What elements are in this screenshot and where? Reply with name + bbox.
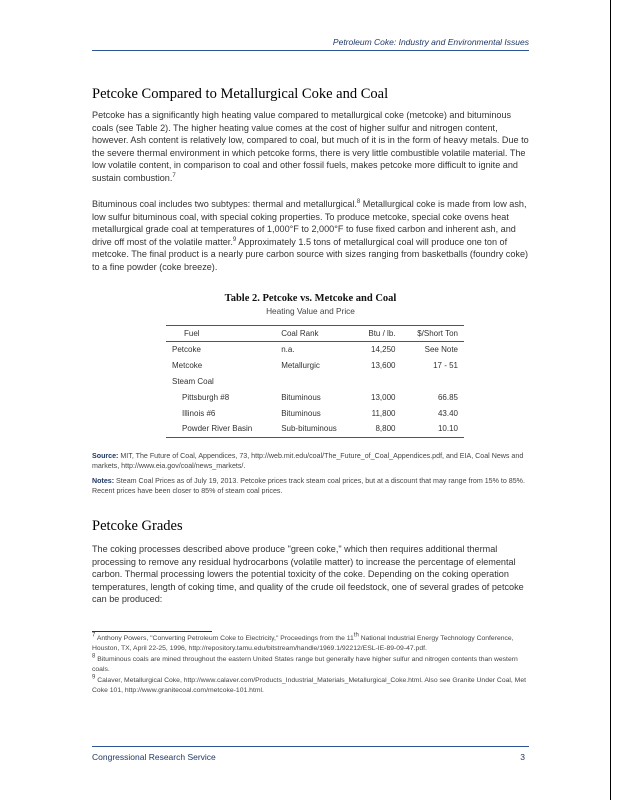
table-row	[166, 358, 464, 374]
cell-price: 43.40	[437, 408, 458, 418]
column-header-coal-rank: Coal Rank	[275, 326, 355, 342]
section-heading-petcoke-grades: Petcoke Grades	[92, 518, 183, 534]
table-bottom-rule	[166, 437, 464, 438]
page-number: 3	[520, 752, 525, 762]
paragraph-coking-processes: The coking processes described above produce "green coke," which then requires additional thermal processing to remove any residual hydrocarbons (volatile matter) to increase the percentage of elemental carbon. Thermal processing lowers the potential toxicity of the coke. Depending on the coking operation temperatures, length of coking time, and quality of the crude oil feedstock, one of several grades of petcoke can be produced:	[92, 544, 524, 605]
footer-publisher: Congressional Research Service	[92, 752, 216, 762]
cell-btu: 11,800	[371, 408, 396, 418]
footnote-7: $^7$ Anthony Powers, "Converting Petroleum Coke to Electricity," Proceedings from the 11th National Industrial Energy Technology Conference, Houston, TX, April 22-25, 1996, http://repository.tamu.edu/bitstream/handle/1969.1/92212/ESL-IE-89-09-47.pdf.	[92, 632, 514, 652]
table-row	[166, 342, 464, 358]
table-row	[166, 405, 464, 421]
table-subtitle: Heating Value and Price	[266, 306, 355, 316]
table-source: Source: MIT, The Future of Coal, Appendices, 73, http://web.mit.edu/coal/The_Future_of_Coal_Appendices.pdf, and EIA, Coal News and markets, http://www.eia.gov/coal/news_markets/.	[92, 452, 524, 471]
cell-rank: Sub-bituminous	[281, 424, 337, 434]
footnote-8: $^8$ Bituminous coals are mined throughout the eastern United States range but generally have higher sulfur and nitrogen contents than western coals.	[92, 653, 518, 673]
footnotes	[92, 634, 529, 697]
cell-rank: n.a.	[281, 345, 295, 355]
cell-fuel: Metcoke	[172, 361, 203, 371]
footer-rule	[92, 746, 529, 747]
footnote-ref-7[interactable]: 7	[172, 172, 176, 179]
table-row	[166, 374, 464, 390]
cell-fuel: Illinois #6	[182, 408, 216, 418]
table-row	[166, 389, 464, 405]
cell-rank	[275, 374, 355, 390]
cell-btu	[355, 374, 401, 390]
cell-price: 17 - 51	[433, 361, 458, 371]
footnote-ref-8[interactable]: 8	[356, 198, 361, 205]
cell-btu: 8,800	[375, 424, 396, 434]
cell-rank: Metallurgic	[281, 361, 320, 371]
column-header-btu: Btu / lb.	[355, 326, 401, 342]
source-label: Source:	[92, 452, 119, 460]
header-rule	[92, 50, 529, 51]
fuel-comparison-table	[166, 325, 464, 438]
table-notes: Notes: Steam Coal Prices as of July 19, 2013. Petcoke prices track steam coal prices, but at a discount that may range from 15% to 85%. Recent prices have been closer to 85% of steam coal prices.	[92, 477, 525, 496]
paragraph-bituminous-coal: Bituminous coal includes two subtypes: thermal and metallurgical.$^8$ Metallurgical coke is made from low ash, low sulfur bituminous coal, with special coking properties. To produce metcoke, special coke ovens heat metallurgical grade coal at temperatures of 1,000°F to 2,000°F to fuse fixed carbon and inherent ash, and drive off most of the volatile matter.$^9$ Approximately 1.5 tons of metallurgical coal will produce one ton of metcoke. The final product is a nearly pure carbon source with sizes ranging from basketballs (foundry coke) to a fine powder (coke breeze).	[92, 198, 529, 272]
table-block	[92, 293, 529, 316]
footnote-rule	[92, 631, 212, 632]
scan-edge	[610, 0, 611, 800]
running-header: Petroleum Coke: Industry and Environmental Issues	[332, 37, 529, 47]
cell-price	[402, 374, 465, 390]
cell-fuel: Petcoke	[172, 345, 201, 355]
cell-price: 10.10	[437, 424, 458, 434]
cell-btu: 13,600	[371, 361, 396, 371]
table-header-row	[166, 326, 464, 342]
cell-price: See Note	[424, 345, 458, 355]
cell-btu: 14,250	[371, 345, 396, 355]
cell-fuel: Powder River Basin	[182, 424, 253, 434]
cell-fuel: Pittsburgh #8	[182, 392, 230, 402]
notes-label: Notes:	[92, 477, 115, 485]
cell-btu: 13,000	[371, 392, 396, 402]
footnote-9: $^9$ Calaver, Metallurgical Coke, http://www.calaver.com/Products_Industrial_Materials_Metallurgical_Coke.html. Also see Granite Under Coal, Met Coke 101, http://www.granitecoal.com/metcoke-101.html.	[92, 674, 526, 694]
cell-fuel: Steam Coal	[172, 376, 214, 386]
section-heading-petcoke-compared: Petcoke Compared to Metallurgical Coke and Coal	[92, 86, 389, 102]
column-header-fuel: Fuel	[166, 326, 275, 342]
column-header-price: $/Short Ton	[402, 326, 465, 342]
cell-price: 66.85	[437, 392, 458, 402]
table-row	[166, 421, 464, 437]
cell-rank: Bituminous	[281, 408, 321, 418]
table-title: Table 2. Petcoke vs. Metcoke and Coal	[224, 293, 397, 304]
paragraph-heating-value: Petcoke has a significantly high heating value compared to metallurgical coke (metcoke) and bituminous coals (see Table 2). The higher heating value comes at the cost of higher sulfur and nitrogen content, however. Ash content is relatively low, compared to coal, but much of it is in the form of heavy metals. Due to the severe thermal environment in which petcoke forms, there is very little combustible volatile material. The low volatile content, in comparison to coal and other fossil fuels, makes petcoke more difficult to ignite and sustain combustion.$^7$	[92, 110, 529, 183]
cell-rank: Bituminous	[281, 392, 321, 402]
footnote-ref-9[interactable]: 9	[232, 236, 237, 243]
